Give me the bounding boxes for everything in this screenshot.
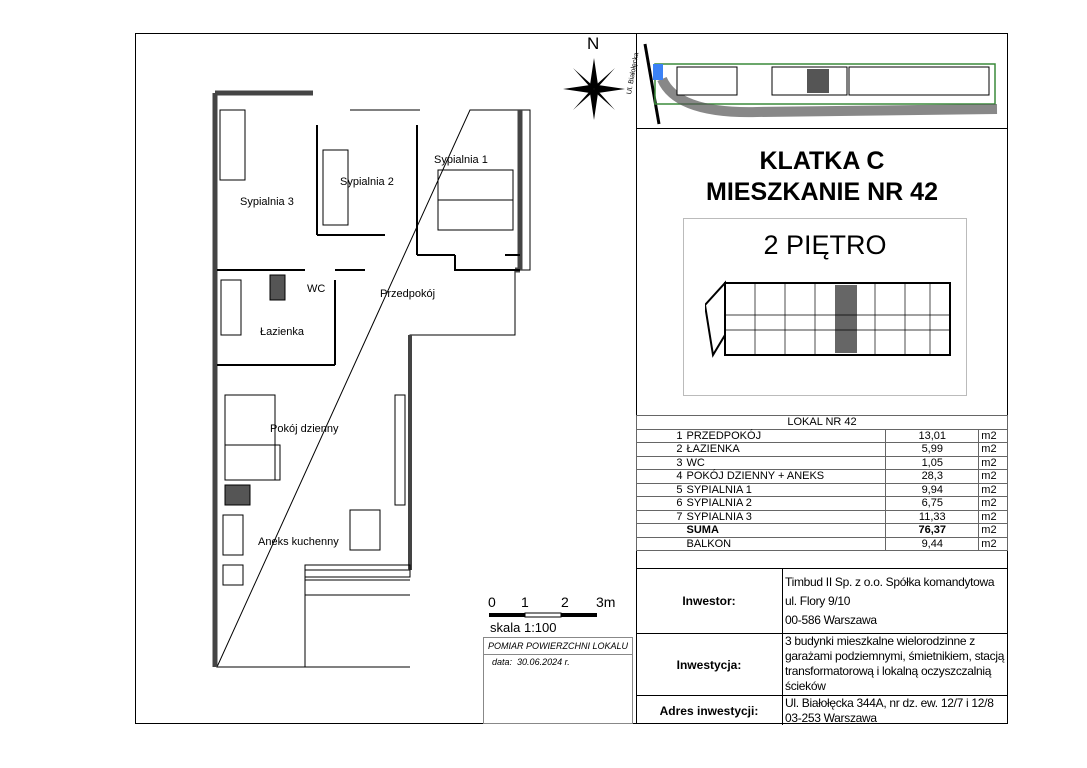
investor-value bbox=[785, 573, 1008, 630]
room-label: Sypialnia 3 bbox=[240, 196, 294, 208]
investment-line: ścieków bbox=[785, 679, 826, 693]
row-number bbox=[637, 524, 685, 538]
measurement-title: POMIAR POWIERZCHNI LOKALU bbox=[484, 638, 632, 655]
scale-tick: 0 bbox=[488, 594, 496, 610]
room-name: POKÓJ DZIENNY + ANEKS bbox=[685, 470, 886, 484]
room-area: 9,44 bbox=[886, 537, 979, 551]
row-number: 6 bbox=[637, 497, 685, 511]
room-name: SYPIALNIA 2 bbox=[685, 497, 886, 511]
scale-label: skala 1:100 bbox=[490, 620, 557, 635]
room-name: SYPIALNIA 1 bbox=[685, 483, 886, 497]
row-number: 3 bbox=[637, 456, 685, 470]
floor-plan bbox=[205, 55, 535, 675]
room-name: SYPIALNIA 3 bbox=[685, 510, 886, 524]
row-number: 5 bbox=[637, 483, 685, 497]
date-label: data: bbox=[492, 657, 513, 667]
table-row bbox=[637, 443, 1008, 457]
area-unit: m2 bbox=[979, 483, 1008, 497]
address-value bbox=[785, 696, 1008, 726]
room-name: BALKON bbox=[685, 537, 886, 551]
investment-row bbox=[636, 634, 1008, 696]
table-row bbox=[637, 429, 1008, 443]
scale-tick: 2 bbox=[561, 594, 569, 610]
table-row bbox=[637, 456, 1008, 470]
area-unit: m2 bbox=[979, 429, 1008, 443]
room-name: SUMA bbox=[685, 524, 886, 538]
table-row bbox=[637, 497, 1008, 511]
investor-label: Inwestor: bbox=[636, 569, 783, 633]
measurement-date: 30.06.2024 r. bbox=[517, 657, 570, 667]
site-plan bbox=[637, 34, 1007, 128]
street-label: Ul. Białołęcka bbox=[626, 52, 641, 95]
room-name: PRZEDPOKÓJ bbox=[685, 429, 886, 443]
compass-rose-icon bbox=[563, 58, 625, 120]
address-line: Ul. Białołęcka 344A, nr dz. ew. 12/7 i 12/8 bbox=[785, 696, 994, 710]
apartment-title: MIESZKANIE NR 42 bbox=[706, 178, 938, 206]
investor-line: Timbud II Sp. z o.o. Spółka komandytowa bbox=[785, 575, 995, 589]
table-row bbox=[637, 470, 1008, 484]
room-label: Pokój dzienny bbox=[270, 423, 339, 435]
room-name: WC bbox=[685, 456, 886, 470]
investor-line: ul. Flory 9/10 bbox=[785, 594, 851, 608]
room-area: 5,99 bbox=[886, 443, 979, 457]
divider bbox=[636, 128, 1008, 129]
address-line: 03-253 Warszawa bbox=[785, 711, 877, 725]
room-label: Sypialnia 2 bbox=[340, 176, 394, 188]
table-title: LOKAL NR 42 bbox=[637, 416, 1008, 430]
room-name: ŁAZIENKA bbox=[685, 443, 886, 457]
investor-row bbox=[636, 569, 1008, 634]
room-label: WC bbox=[307, 283, 326, 295]
table-row bbox=[637, 510, 1008, 524]
room-area: 13,01 bbox=[886, 429, 979, 443]
address-row bbox=[636, 696, 1008, 725]
area-unit: m2 bbox=[979, 497, 1008, 511]
room-area: 11,33 bbox=[886, 510, 979, 524]
room-area: 28,3 bbox=[886, 470, 979, 484]
investment-value bbox=[785, 634, 1008, 694]
room-area: 9,94 bbox=[886, 483, 979, 497]
investment-line: transformatorową i lokalną oczyszczalnią bbox=[785, 664, 992, 678]
row-number: 2 bbox=[637, 443, 685, 457]
area-unit: m2 bbox=[979, 443, 1008, 457]
info-block bbox=[636, 568, 1008, 724]
room-label: Łazienka bbox=[260, 326, 305, 338]
staircase-title: KLATKA C bbox=[759, 147, 885, 175]
row-number: 1 bbox=[637, 429, 685, 443]
area-table bbox=[636, 415, 1008, 551]
area-unit: m2 bbox=[979, 470, 1008, 484]
area-unit: m2 bbox=[979, 510, 1008, 524]
room-area: 76,37 bbox=[886, 524, 979, 538]
room-label: Przedpokój bbox=[380, 288, 436, 300]
room-label: Aneks kuchenny bbox=[258, 536, 339, 548]
area-unit: m2 bbox=[979, 524, 1008, 538]
row-number: 4 bbox=[637, 470, 685, 484]
row-number bbox=[637, 537, 685, 551]
table-row bbox=[637, 537, 1008, 551]
floor-title: 2 PIĘTRO bbox=[763, 230, 887, 260]
scale-tick: 1 bbox=[521, 594, 529, 610]
room-area: 1,05 bbox=[886, 456, 979, 470]
room-area: 6,75 bbox=[886, 497, 979, 511]
investment-label: Inwestycja: bbox=[636, 634, 783, 695]
room-label: Sypialnia 1 bbox=[434, 154, 488, 166]
address-label: Adres inwestycji: bbox=[636, 696, 783, 725]
row-number: 7 bbox=[637, 510, 685, 524]
north-label: N bbox=[587, 34, 600, 53]
floor-key-plan-drawing bbox=[705, 275, 957, 360]
investment-line: garażami podziemnymi, śmietnikiem, stacją bbox=[785, 649, 1005, 663]
area-unit: m2 bbox=[979, 456, 1008, 470]
investment-line: 3 budynki mieszkalne wielorodzinne z bbox=[785, 634, 975, 648]
investor-line: 00-586 Warszawa bbox=[785, 613, 877, 627]
scale-tick: 3m bbox=[596, 594, 616, 610]
area-unit: m2 bbox=[979, 537, 1008, 551]
table-row bbox=[637, 483, 1008, 497]
table-row bbox=[637, 524, 1008, 538]
